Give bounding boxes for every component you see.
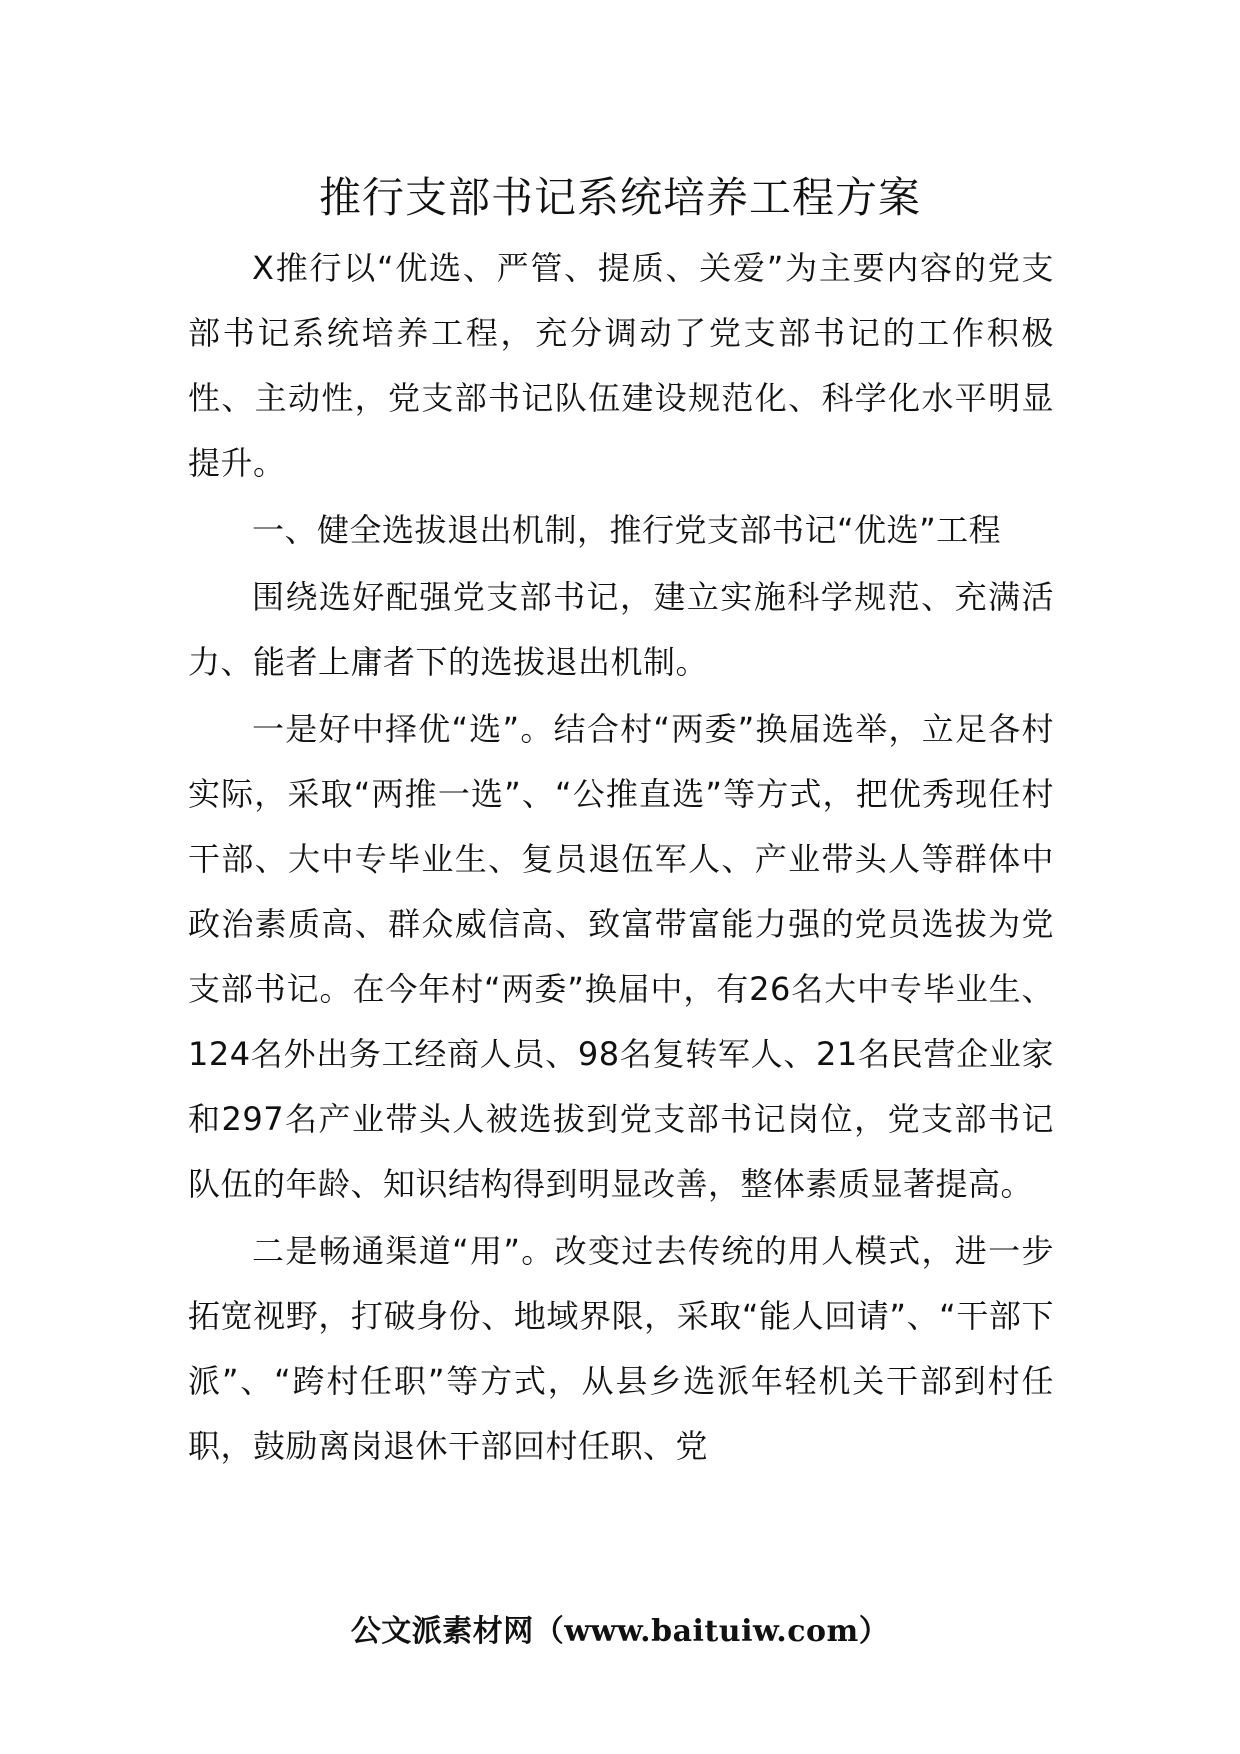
document-title: 推行支部书记系统培养工程方案 (318, 173, 921, 222)
paragraph-intro: X推行以“优选、严管、提质、关爱”为主要内容的党支部书记系统培养工程，充分调动了党支部书记的工作积极性、主动性，党支部书记队伍建设规范化、科学化水平明显提升。 (188, 249, 1054, 482)
paragraph-point-2: 二是畅通渠道“用”。改变过去传统的用人模式，进一步拓宽视野，打破身份、地域界限，采取“能人回请”、“干部下派”、“跨村任职”等方式，从县乡选派年轻机关干部到村任职，鼓励离岗退休干部回村任职、党 (188, 1232, 1054, 1465)
document-body (188, 236, 1054, 1481)
section-heading-1: 一、健全选拔退出机制，推行党支部书记“优选”工程 (252, 511, 1002, 549)
footer-watermark: 公文派素材网（www.baituiw.com） (350, 1614, 890, 1649)
paragraph-point-1: 一是好中择优“选”。结合村“两委”换届选举，立足各村实际，采取“两推一选”、“公推直选”等方式，把优秀现任村干部、大中专毕业生、复员退伍军人、产业带头人等群体中政治素质高、群众威信高、致富带富能力强的党员选拔为党支部书记。在今年村“两委”换届中，有26名大中专毕业生、124名外出务工经商人员、98名复转军人、21名民营企业家和297名产业带头人被选拔到党支部书记岗位，党支部书记队伍的年龄、知识结构得到明显改善，整体素质显著提高。 (188, 710, 1054, 1203)
paragraph-section-1-summary: 围绕选好配强党支部书记，建立实施科学规范、充满活力、能者上庸者下的选拔退出机制。 (188, 578, 1054, 681)
